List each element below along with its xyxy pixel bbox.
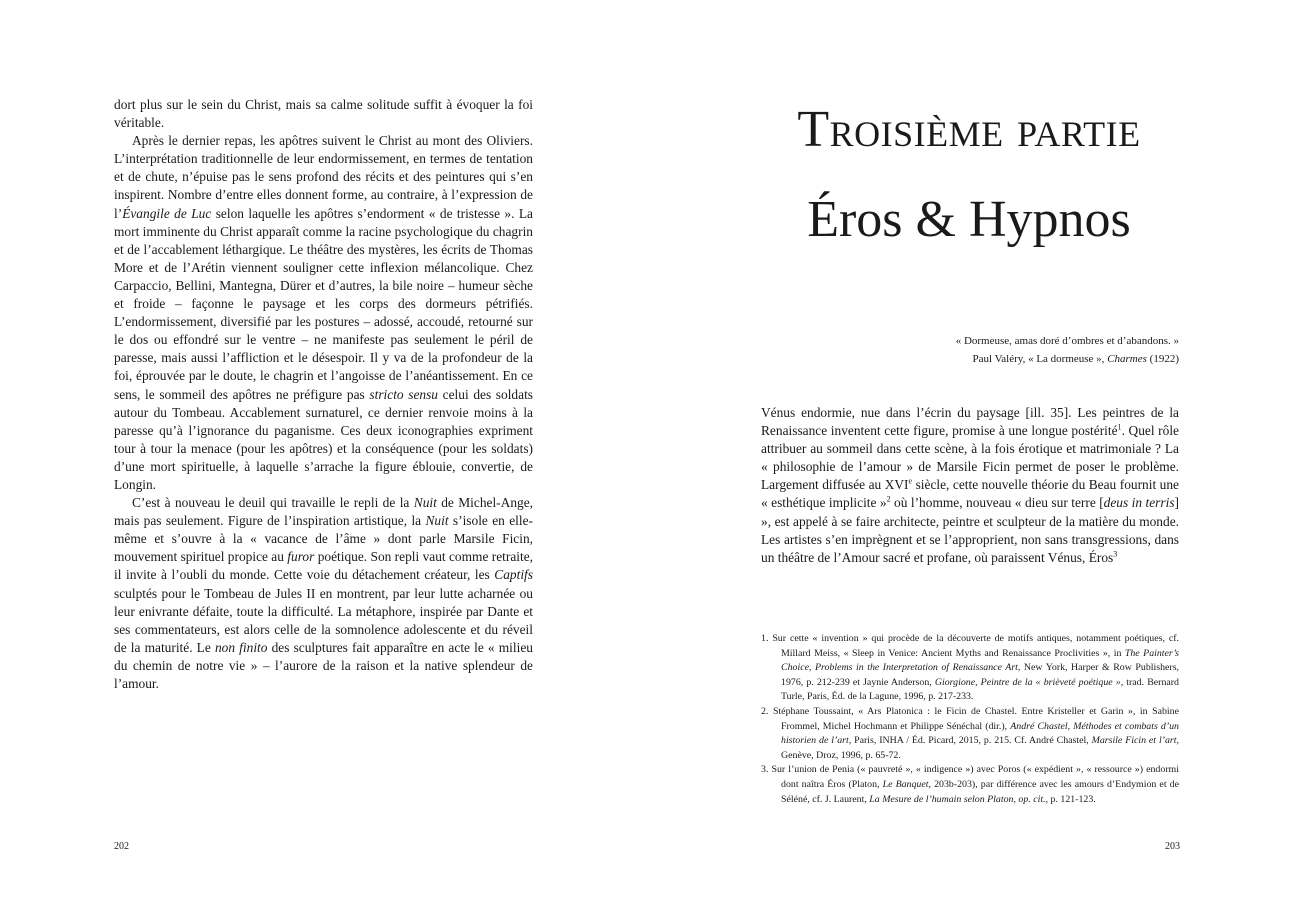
text-run: où l’homme, nouveau « dieu sur terre [ xyxy=(890,495,1104,511)
epigraph-quote: « Dormeuse, amas doré d’ombres et d’abandons. » xyxy=(955,335,1179,347)
italic-text: stricto sensu xyxy=(369,386,439,402)
footnote-1 xyxy=(761,632,1179,705)
italic-text: La Mesure de l’humain selon Platon, op. cit. xyxy=(869,793,1046,805)
page-number-left: 202 xyxy=(114,841,129,852)
italic-text: Marsile Ficin et l’art xyxy=(1091,735,1177,747)
italic-text: furor xyxy=(287,549,315,565)
footnote-2 xyxy=(761,705,1179,763)
text-run: , p. 121-123. xyxy=(1045,793,1096,805)
text-run: , Genève, Droz, 1996, p. 65-72. xyxy=(781,735,1179,761)
italic-text: deus in terris xyxy=(1103,495,1175,511)
right-page-body xyxy=(761,404,1179,567)
text-run: ] », est appelé à se faire architecte, peintre et sculpteur de la matière du monde. Les artistes s’en imprègnent et se l’approprient, non sans transgressions, dans un théâtre de l’Amour sacré et profane, où paraissent Vénus, Éros xyxy=(761,495,1179,565)
superscript-mark: 3 xyxy=(1113,549,1118,559)
footnote-3 xyxy=(761,763,1179,807)
epigraph-attribution-prefix: Paul Valéry, « La dormeuse », xyxy=(972,353,1108,365)
text-run: , New York, Harper & Row Publishers, 1976, p. 212-239 et Jaynie Anderson, xyxy=(781,662,1180,688)
italic-text: The Painter’s Choice, Problems in the Interpretation of Renaissance Art xyxy=(781,647,1180,674)
left-paragraph-3 xyxy=(114,494,533,693)
text-run: , 203b-203), par différence avec les amours d’Endymion et de Séléné, cf. J. Laurent, xyxy=(781,778,1179,805)
text-run: 1. Sur cette « invention » qui procède de la découverte de motifs antiques, notamment poétiques, cf. Millard Meiss, « Sleep in Venice: Ancient Myths and Renaissance Proclivities », in xyxy=(761,633,1179,659)
epigraph-attribution xyxy=(896,350,1179,368)
text-run: selon laquelle les apôtres s’endorment « de tristesse ». La mort imminente du Christ apparaît comme la racine psychologique du chagrin et de l’accablement léthargique. Le théâtre des mystères, les écrits de Thomas More et de l’Arétin viennent souligner cette inflexion mélancolique. Chez Carpaccio, Bellini, Mantegna, Dürer et d’autres, la bile noire – humeur sèche et froide – façonne le paysage et les corps des dormeurs pétrifiés. L’endormissement, diversifié par les postures – adossé, accoudé, retourné sur le dos ou effondré sur le ventre – ne manifeste pas seulement le péril de paresse, mais aussi l’affliction et le désespoir. Il y va de la profondeur de la foi, éprouvée par le doute, le chagrin et l’angoisse de l’anéantissement. En ce sens, le sommeil des apôtres ne préfigure pas xyxy=(114,205,533,402)
text-run: de Michel-Ange, mais pas seulement. Figure de l’inspiration artistique, la xyxy=(114,495,533,529)
italic-text: Giorgione, Peintre de la « brièveté poétique » xyxy=(934,676,1121,688)
part-title: Troisième partie xyxy=(797,101,1141,158)
text-run: dort plus sur le sein du Christ, mais sa calme solitude suffit à évoquer la foi véritable. xyxy=(114,97,533,131)
text-run: , trad. Bernard Turle, Paris, Éd. de la Lagune, 1996, p. 217-233. xyxy=(781,676,1179,703)
page-number-right: 203 xyxy=(1165,841,1180,852)
italic-text: non finito xyxy=(214,639,268,655)
text-run: , Paris, INHA / Éd. Picard, 2015, p. 215. Cf. André Chastel, xyxy=(848,735,1092,747)
epigraph xyxy=(896,332,1179,368)
italic-text: Nuit xyxy=(425,513,449,529)
italic-text: Captifs xyxy=(494,567,533,583)
italic-text: André Chastel, Méthodes et combats d’un historien de l’art xyxy=(781,720,1179,747)
superscript-mark: 1 xyxy=(1117,422,1122,432)
footnotes xyxy=(761,632,1179,807)
left-page-body xyxy=(114,96,533,693)
superscript-mark: 2 xyxy=(886,495,891,504)
text-run: C’est à nouveau le deuil qui travaille le repli de la xyxy=(132,495,414,511)
text-run: siècle, cette nouvelle théorie du Beau fournit une « esthétique implicite » xyxy=(761,477,1179,511)
right-page xyxy=(646,0,1293,913)
text-run: 3. Sur l’union de Penia (« pauvreté », « indigence ») avec Poros (« expédient », « ressource ») endormi dont naîtra Éros (Platon, xyxy=(761,764,1179,790)
left-paragraph-2 xyxy=(114,132,533,494)
superscript-mark: e xyxy=(908,476,913,486)
right-paragraph-1 xyxy=(761,404,1179,567)
part-subtitle: Éros & Hypnos xyxy=(807,191,1131,248)
epigraph-attribution-suffix: (1922) xyxy=(1146,353,1179,365)
text-run: des sculptures fait apparaître en acte le « milieu du chemin de notre vie » – l’aurore de la raison et la native splendeur de l’amour. xyxy=(114,639,533,691)
left-page xyxy=(0,0,646,913)
italic-text: Nuit xyxy=(413,495,437,511)
text-run: celui des soldats autour du Tombeau. Accablement surnaturel, ce dernier renvoie moins à la paresse qu’à l’ignorance du paganisme. Ces deux iconographies expriment tour à tour la menace (pour les apôtres) et la conséquence (pour les soldats) d’une mort spirituelle, à laquelle s’arrache la figure éblouie, convertie, de Longin. xyxy=(114,386,533,492)
epigraph-attribution-work: Charmes xyxy=(1107,353,1147,365)
text-run: Après le dernier repas, les apôtres suivent le Christ au mont des Oliviers. L’interprétation traditionnelle de leur endormissement, en termes de tentation et de chute, n’épuise pas le sens profond des récits et des peintures qui s’en inspirent. Nombre d’entre elles donnent forme, au contraire, à l’expression de l’ xyxy=(114,133,533,221)
italic-text: Le Banquet xyxy=(882,778,929,790)
text-run: 2. Stéphane Toussaint, « Ars Platonica : le Ficin de Chastel. Entre Kristeller et Garin », in Sabine Frommel, Michel Hochmann et Philippe Sénéchal (dir.), xyxy=(761,705,1179,732)
left-paragraph-1 xyxy=(114,96,533,132)
text-run: poétique. Son repli vaut comme retraite, il invite à l’oubli du monde. Cette voie du détachement créateur, les xyxy=(114,549,533,583)
text-run: . Quel rôle attribuer au sommeil dans cette scène, à la fois érotique et matrimoniale ? La « philosophie de l’amour » de Marsile Ficin permet de poser le problème. Largement diffusée au XVI xyxy=(761,423,1179,493)
text-run: sculptés pour le Tombeau de Jules II en montrent, par leur lutte acharnée ou leur enivrante défaite, toute la difficulté. La métaphore, inspirée par Dante et ses commentateurs, est alors celle de la somnolence adolescente et du réveil de la maturité. Le xyxy=(114,585,533,655)
italic-text: Évangile de Luc xyxy=(122,205,212,221)
text-run: s’isole en elle-même et s’ouvre à la « vacance de l’âme » dont parle Marsile Ficin, mouvement spirituel propice au xyxy=(114,513,533,565)
text-run: Vénus endormie, nue dans l’écrin du paysage [ill. 35]. Les peintres de la Renaissance inventent cette figure, promise à une longue postérité xyxy=(761,405,1179,439)
